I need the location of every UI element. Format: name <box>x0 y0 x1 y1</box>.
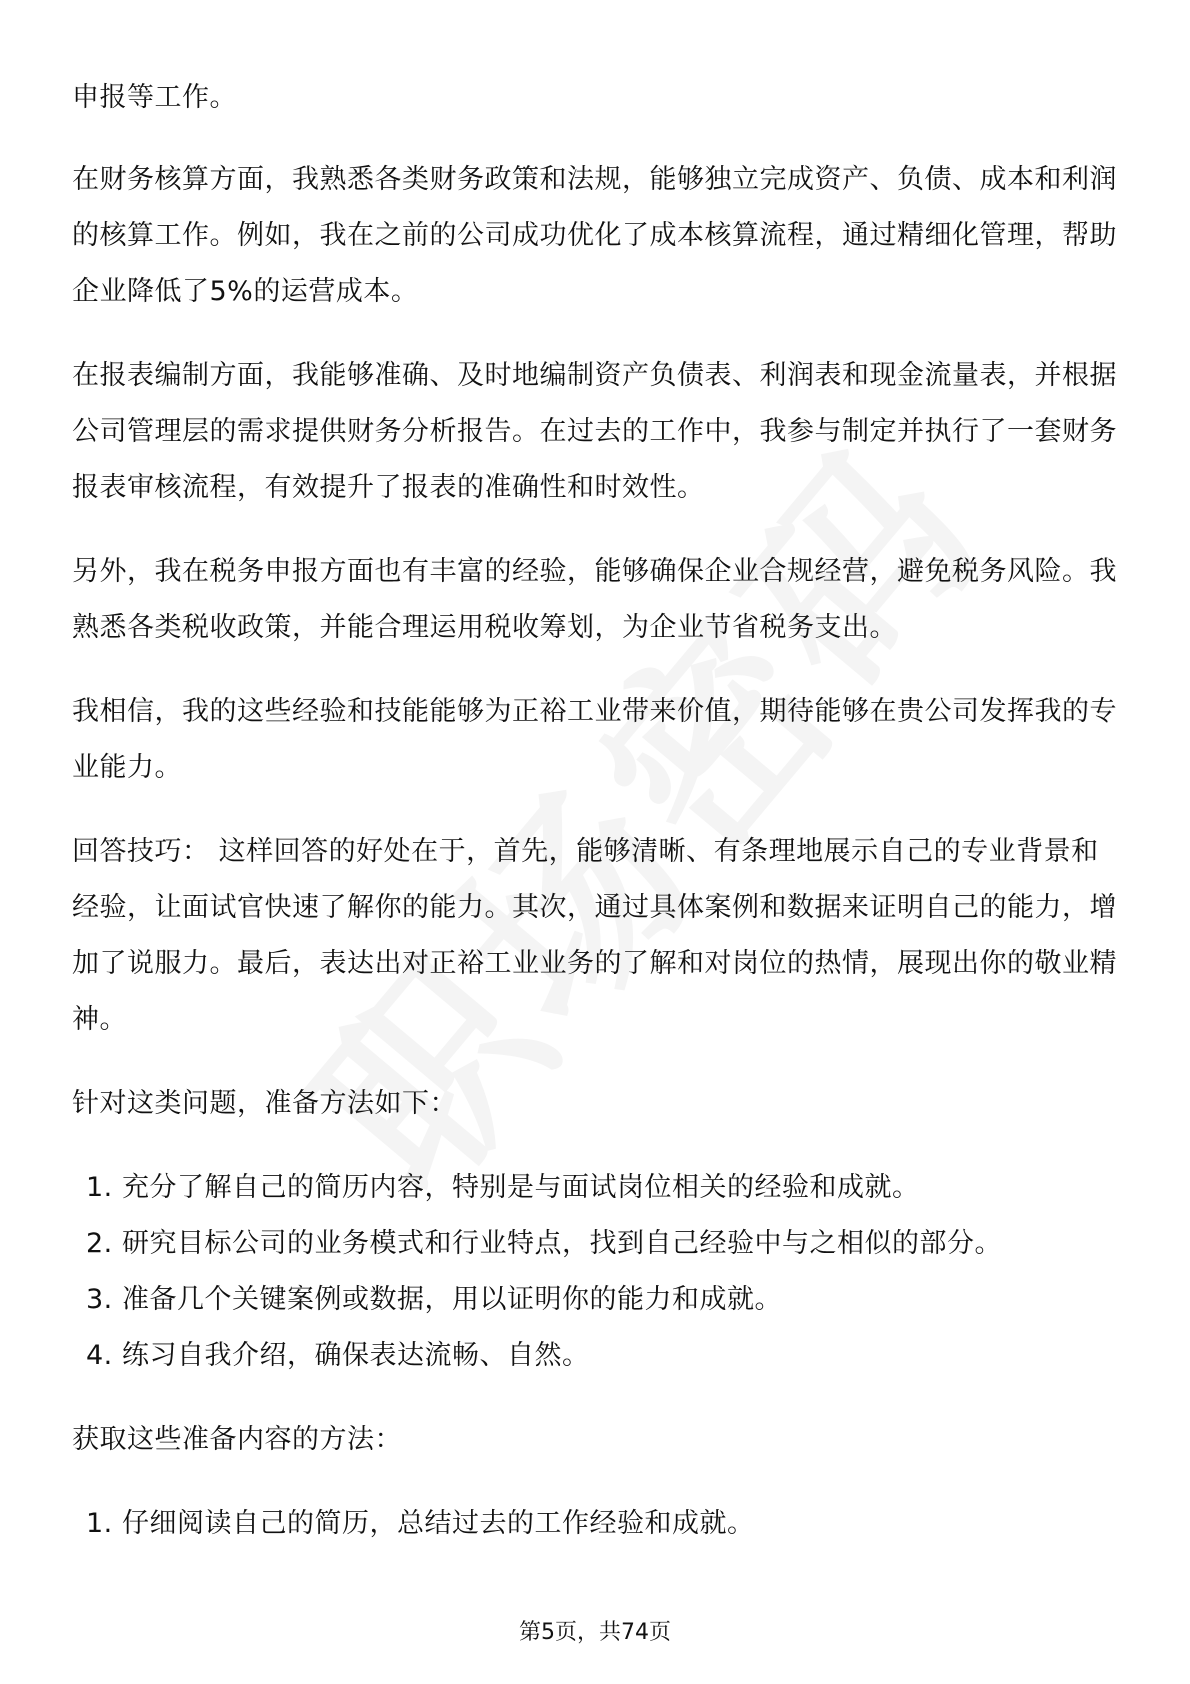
method-steps-list <box>72 1496 1122 1552</box>
list-item <box>72 1496 1122 1552</box>
page-footer: 第5页，共74页 <box>519 1620 671 1645</box>
list-number: 1. <box>86 1172 113 1203</box>
paragraph: 我相信，我的这些经验和技能能够为正裕工业带来价值，期待能够在贵公司发挥我的专业能力。 <box>72 696 1117 783</box>
list-item <box>72 1216 1122 1272</box>
list-item <box>72 1160 1122 1216</box>
list-text: 练习自我介绍，确保表达流畅、自然。 <box>122 1340 590 1371</box>
list-item <box>72 1328 1122 1384</box>
list-text: 仔细阅读自己的简历，总结过去的工作经验和成就。 <box>122 1508 755 1539</box>
paragraph: 在财务核算方面，我熟悉各类财务政策和法规，能够独立完成资产、负债、成本和利润的核算工作。例如，我在之前的公司成功优化了成本核算流程，通过精细化管理，帮助企业降低了5%的运营成本。 <box>72 164 1117 307</box>
section-heading: 获取这些准备内容的方法： <box>72 1424 402 1455</box>
list-item <box>72 1272 1122 1328</box>
list-number: 3. <box>86 1284 113 1315</box>
prep-steps-list <box>72 1160 1122 1384</box>
paragraph: 另外，我在税务申报方面也有丰富的经验，能够确保企业合规经营，避免税务风险。我熟悉各类税收政策，并能合理运用税收筹划，为企业节省税务支出。 <box>72 556 1117 643</box>
section-heading: 针对这类问题，准备方法如下： <box>72 1088 457 1119</box>
list-text: 准备几个关键案例或数据，用以证明你的能力和成就。 <box>122 1284 782 1315</box>
paragraph: 在报表编制方面，我能够准确、及时地编制资产负债表、利润表和现金流量表，并根据公司管理层的需求提供财务分析报告。在过去的工作中，我参与制定并执行了一套财务报表审核流程，有效提升了报表的准确性和时效性。 <box>72 360 1117 503</box>
paragraph: 申报等工作。 <box>72 82 237 113</box>
list-number: 4. <box>86 1340 113 1371</box>
page-content <box>72 70 1122 1580</box>
list-number: 1. <box>86 1508 113 1539</box>
list-text: 研究目标公司的业务模式和行业特点，找到自己经验中与之相似的部分。 <box>122 1228 1002 1259</box>
list-text: 充分了解自己的简历内容，特别是与面试岗位相关的经验和成就。 <box>122 1172 920 1203</box>
paragraph: 回答技巧： 这样回答的好处在于，首先，能够清晰、有条理地展示自己的专业背景和经验，让面试官快速了解你的能力。其次，通过具体案例和数据来证明自己的能力，增加了说服力。最后，表达出对正裕工业业务的了解和对岗位的热情，展现出你的敬业精神。 <box>72 836 1117 1035</box>
list-number: 2. <box>86 1228 113 1259</box>
